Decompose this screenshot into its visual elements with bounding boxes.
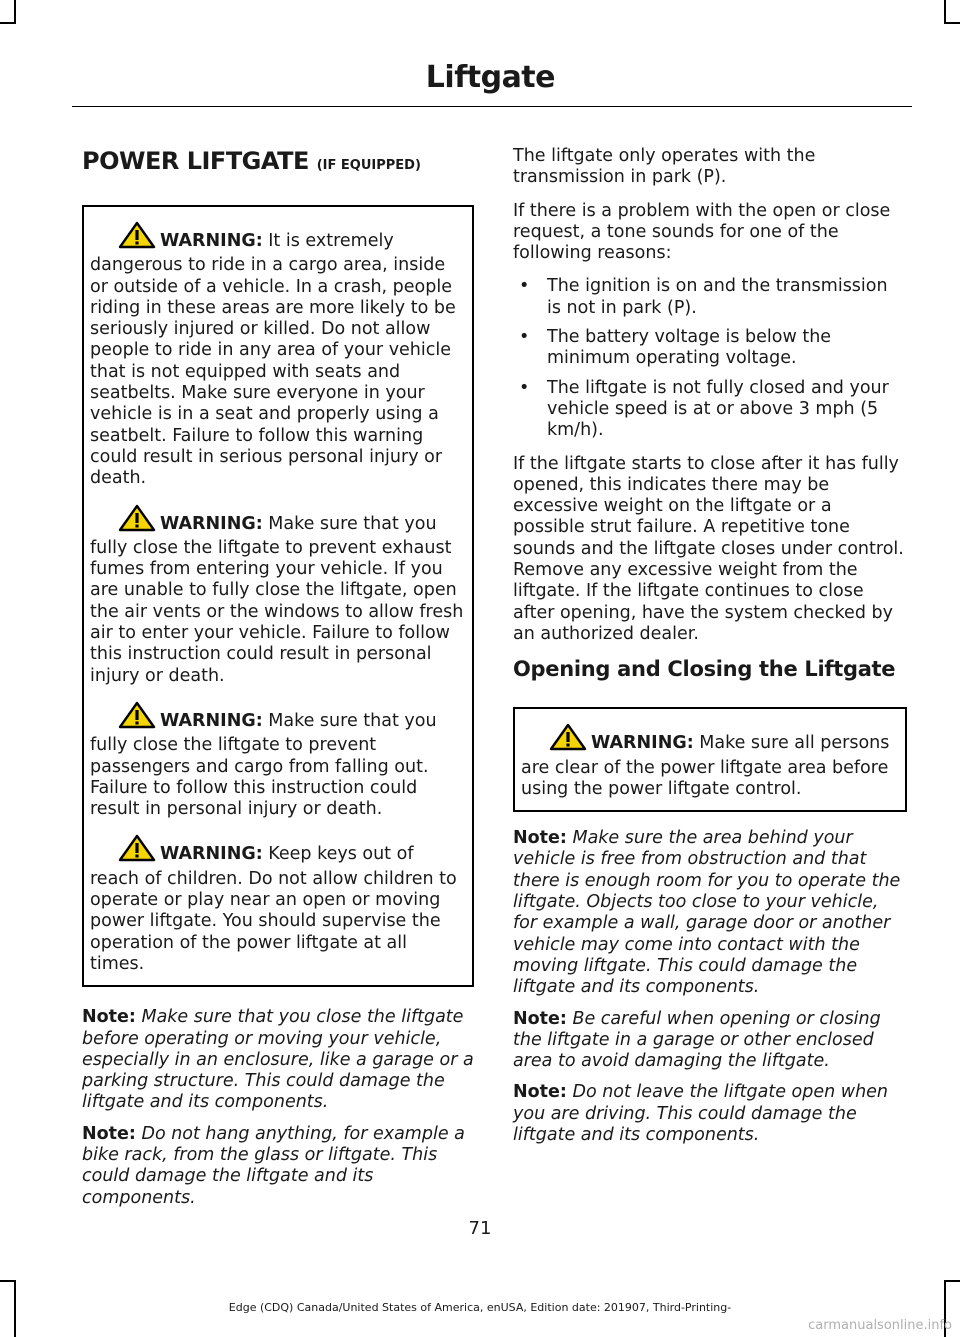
warning-text: Keep keys out of reach of children. Do not allow children to operate or play near an open or moving power liftgate. You should supervise the operation of the power liftgate at all times. xyxy=(90,844,457,974)
header-divider xyxy=(72,106,912,107)
warning-box xyxy=(82,205,474,987)
body-paragraph: If there is a problem with the open or close request, a tone sounds for one of the following reasons: xyxy=(513,200,891,264)
left-column xyxy=(82,146,474,1219)
note-text: Do not hang anything, for example a bike rack, from the glass or liftgate. This could damage the liftgate and its components. xyxy=(82,1123,465,1208)
crop-mark xyxy=(944,22,960,24)
section-title xyxy=(82,146,474,181)
page-number: 71 xyxy=(468,1218,492,1239)
warning-paragraph xyxy=(90,221,466,490)
warning-paragraph xyxy=(90,504,466,687)
warning-triangle-icon xyxy=(118,504,156,538)
note-text: Do not leave the liftgate open when you are driving. This could damage the liftgate and its components. xyxy=(513,1082,889,1145)
warning-paragraph xyxy=(90,834,466,975)
note-paragraph xyxy=(513,1082,907,1146)
warning-text: It is extremely dangerous to ride in a cargo area, inside or outside of a vehicle. In a crash, people riding in these areas are more likely to be seriously injured or killed. Do not allow people to ride in any area of your vehicle that is not equipped with seats and seatbelts. Make sure everyone in your vehicle is in a seat and properly using a seatbelt. Failure to follow this warning could result in serious personal injury or death. xyxy=(90,231,456,489)
crop-mark xyxy=(0,22,16,24)
warning-label: WARNING: xyxy=(160,710,263,731)
crop-mark xyxy=(944,0,946,22)
warning-label: WARNING: xyxy=(160,231,263,251)
note-text: Make sure that you close the liftgate before operating or moving your vehicle, especially in an enclosure, like a garage or a parking structure. This could damage the liftgate and its components. xyxy=(82,1007,474,1113)
footer-edition-text: Edge (CDQ) Canada/United States of America, enUSA, Edition date: 201907, Third-Printing- xyxy=(228,1301,732,1314)
warning-triangle-icon xyxy=(118,701,156,735)
warning-text: Make sure that you fully close the liftgate to prevent exhaust fumes from entering your vehicle. If you are unable to fully close the liftgate, open the air vents or the windows to allow fresh air to enter your vehicle. Failure to follow this instruction could result in personal injury or death. xyxy=(90,513,464,686)
note-label: Note: xyxy=(82,1123,136,1144)
body-paragraph: If the liftgate starts to close after it has fully opened, this indicates there may be excessive weight on the liftgate or a possible strut failure. A repetitive tone sounds and the liftgate closes under control. Remove any excessive weight from the liftgate. If the liftgate continues to close after opening, have the system checked by an authorized dealer. xyxy=(513,453,904,644)
page-header-title: Liftgate xyxy=(425,60,555,95)
note-label: Note: xyxy=(82,1007,136,1028)
note-paragraph xyxy=(513,828,907,998)
warning-text: Make sure that you fully close the liftgate to prevent passengers and cargo from falling out. Failure to follow this instruction could result in personal injury or death. xyxy=(90,710,437,820)
note-label: Note: xyxy=(513,1008,567,1029)
warning-triangle-icon xyxy=(118,221,156,255)
crop-mark xyxy=(14,0,16,22)
note-paragraph xyxy=(82,1007,474,1113)
note-paragraph xyxy=(82,1124,474,1209)
list-item: • The liftgate is not fully closed and your vehicle speed is at or above 3 mph (5 km/h). xyxy=(513,378,907,442)
watermark-link[interactable]: carmanualsonline.info xyxy=(808,1318,952,1333)
note-text: Be careful when opening or closing the liftgate in a garage or other enclosed area to avoid damaging the liftgate. xyxy=(513,1008,881,1072)
note-paragraph xyxy=(513,1009,907,1073)
note-label: Note: xyxy=(513,1082,567,1103)
crop-mark xyxy=(944,1280,960,1282)
body-paragraph: The liftgate only operates with the transmission in park (P). xyxy=(513,146,816,188)
section-title-text: POWER LIFTGATE xyxy=(82,147,309,175)
reasons-list xyxy=(513,276,907,441)
warning-paragraph xyxy=(521,723,899,800)
right-column xyxy=(513,146,907,1156)
list-item: • The ignition is on and the transmission is not in park (P). xyxy=(513,276,907,319)
note-label: Note: xyxy=(513,828,567,849)
crop-mark xyxy=(0,1280,16,1282)
warning-triangle-icon xyxy=(549,723,587,757)
section-title-suffix: (IF EQUIPPED) xyxy=(316,158,421,173)
list-item: • The battery voltage is below the minimum operating voltage. xyxy=(513,327,907,370)
warning-triangle-icon xyxy=(118,834,156,868)
warning-label: WARNING: xyxy=(591,733,694,754)
note-text: Make sure the area behind your vehicle is free from obstruction and that there is enough room for you to operate the liftgate. Objects too close to your vehicle, for example a wall, garage door or another vehicle may come into contact with the moving liftgate. This could damage the liftgate and its components. xyxy=(513,828,901,998)
warning-label: WARNING: xyxy=(160,513,263,534)
subheading: Opening and Closing the Liftgate xyxy=(513,657,896,682)
warning-text: Make sure all persons are clear of the power liftgate area before using the power liftgate control. xyxy=(521,733,890,799)
warning-paragraph xyxy=(90,701,466,820)
warning-box xyxy=(513,707,907,812)
warning-label: WARNING: xyxy=(160,844,263,865)
